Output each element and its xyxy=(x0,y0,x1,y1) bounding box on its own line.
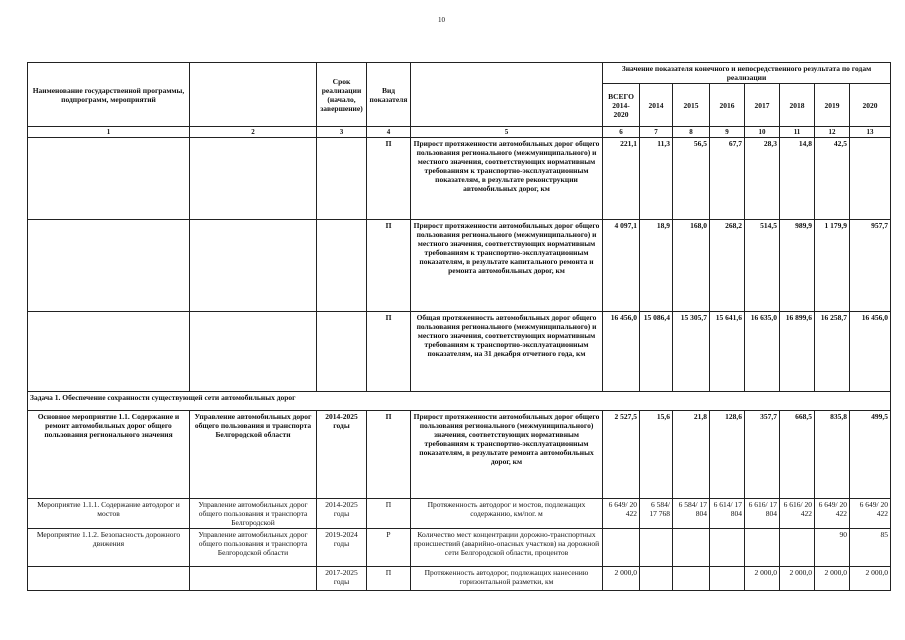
row-value: 835,8 xyxy=(815,411,850,499)
row-value: 357,7 xyxy=(745,411,780,499)
row-value: 67,7 xyxy=(710,138,745,220)
row-value: 15 641,6 xyxy=(710,312,745,392)
year-header: 2018 xyxy=(780,84,815,127)
row-value: 2 000,0 xyxy=(780,567,815,591)
row-value: 6 584/ 17 804 xyxy=(673,499,710,529)
row-term xyxy=(317,312,367,392)
row-term xyxy=(317,220,367,312)
row-indicator: Общая протяженность автомобильных дорог общего пользования регионального (межмуниципального) и местного значения, соответствующих нормативным требованиям к транспортно-эксплуатационным показателям, на 31 декабря отчетного года, км xyxy=(411,312,603,392)
year-header: 2016 xyxy=(710,84,745,127)
table-row xyxy=(28,312,891,392)
table-row xyxy=(28,499,891,529)
year-header: 2017 xyxy=(745,84,780,127)
row-value xyxy=(673,529,710,567)
row-name xyxy=(28,138,190,220)
row-value: 6 649/ 20 422 xyxy=(850,499,891,529)
row-value: 56,5 xyxy=(673,138,710,220)
header-values-group: Значение показателя конечного и непосредственного результата по годам реализации xyxy=(603,63,891,84)
row-executor xyxy=(190,138,317,220)
row-executor: Управление автомобильных дорог общего пользования и транспорта Белгородской области xyxy=(190,529,317,567)
row-type: Р xyxy=(367,529,411,567)
row-type: П xyxy=(367,138,411,220)
row-value: 1 179,9 xyxy=(815,220,850,312)
row-value xyxy=(710,567,745,591)
year-header: 2019 xyxy=(815,84,850,127)
row-indicator: Прирост протяженности автомобильных дорог общего пользования регионального (межмуниципального) и местного значения, соответствующих нормативным требованиям к транспортно-эксплуатационным показателям, в результате реконструкции автомобильных дорог, км xyxy=(411,138,603,220)
row-value: 15 305,7 xyxy=(673,312,710,392)
row-value xyxy=(780,529,815,567)
header-term: Срок реализации (начало, завершение) xyxy=(317,63,367,127)
column-number: 13 xyxy=(850,127,891,138)
row-value xyxy=(745,529,780,567)
header-type: Вид показателя xyxy=(367,63,411,127)
year-header: 2015 xyxy=(673,84,710,127)
column-number: 7 xyxy=(640,127,673,138)
row-value: 16 635,0 xyxy=(745,312,780,392)
row-value: 90 xyxy=(815,529,850,567)
row-name: Основное мероприятие 1.1. Содержание и ремонт автомобильных дорог общего пользования регионального значения xyxy=(28,411,190,499)
row-value: 2 000,0 xyxy=(745,567,780,591)
row-indicator: Прирост протяженности автомобильных дорог общего пользования регионального (межмуниципального) значения, соответствующих нормативным требованиям к транспортно-эксплуатационным показателям, в результате ремонта автомобильных дорог, км xyxy=(411,411,603,499)
row-value: 957,7 xyxy=(850,220,891,312)
row-name xyxy=(28,312,190,392)
column-number: 5 xyxy=(411,127,603,138)
row-term: 2014-2025 годы xyxy=(317,499,367,529)
row-term: 2019-2024 годы xyxy=(317,529,367,567)
column-number: 4 xyxy=(367,127,411,138)
table-row xyxy=(28,567,891,591)
row-value: 668,5 xyxy=(780,411,815,499)
row-value: 168,0 xyxy=(673,220,710,312)
task-row xyxy=(28,392,891,411)
table-row xyxy=(28,529,891,567)
row-value: 2 000,0 xyxy=(850,567,891,591)
row-value: 85 xyxy=(850,529,891,567)
row-value: 21,8 xyxy=(673,411,710,499)
row-name xyxy=(28,567,190,591)
column-number: 11 xyxy=(780,127,815,138)
row-value: 18,9 xyxy=(640,220,673,312)
row-value: 2 527,5 xyxy=(603,411,640,499)
row-term: 2017-2025 годы xyxy=(317,567,367,591)
column-number: 9 xyxy=(710,127,745,138)
row-executor xyxy=(190,567,317,591)
row-value xyxy=(673,567,710,591)
row-type: П xyxy=(367,567,411,591)
row-value: 128,6 xyxy=(710,411,745,499)
column-number: 12 xyxy=(815,127,850,138)
row-value: 6 649/ 20 422 xyxy=(815,499,850,529)
row-value xyxy=(640,567,673,591)
row-value: 2 000,0 xyxy=(603,567,640,591)
column-number: 10 xyxy=(745,127,780,138)
row-name xyxy=(28,220,190,312)
row-type: П xyxy=(367,312,411,392)
row-value xyxy=(850,138,891,220)
row-value: 6 614/ 17 804 xyxy=(710,499,745,529)
column-number: 8 xyxy=(673,127,710,138)
row-name: Мероприятие 1.1.1. Содержание автодорог и мостов xyxy=(28,499,190,529)
row-value xyxy=(710,529,745,567)
row-value xyxy=(640,529,673,567)
row-indicator: Протяженность автодорог, подлежащих нанесению горизонтальной разметки, км xyxy=(411,567,603,591)
indicators-table xyxy=(27,62,891,591)
row-value: 15 086,4 xyxy=(640,312,673,392)
column-number: 1 xyxy=(28,127,190,138)
row-value: 221,1 xyxy=(603,138,640,220)
column-number: 2 xyxy=(190,127,317,138)
row-executor: Управление автомобильных дорог общего пользования и транспорта Белгородской области xyxy=(190,411,317,499)
row-type: П xyxy=(367,411,411,499)
column-number: 6 xyxy=(603,127,640,138)
task-title: Задача 1. Обеспечение сохранности существующей сети автомобильных дорог xyxy=(28,392,891,411)
year-header: 2014 xyxy=(640,84,673,127)
row-value: 14,8 xyxy=(780,138,815,220)
row-value: 6 584/ 17 768 xyxy=(640,499,673,529)
row-value: 4 097,1 xyxy=(603,220,640,312)
row-value: 28,3 xyxy=(745,138,780,220)
row-term: 2014-2025 годы xyxy=(317,411,367,499)
row-value: 6 616/ 20 422 xyxy=(780,499,815,529)
row-value: 11,3 xyxy=(640,138,673,220)
row-value: 499,5 xyxy=(850,411,891,499)
column-number-row xyxy=(28,127,891,138)
row-value: 42,5 xyxy=(815,138,850,220)
table-row xyxy=(28,138,891,220)
header-indicator xyxy=(411,63,603,127)
row-type: П xyxy=(367,499,411,529)
row-type: П xyxy=(367,220,411,312)
row-value: 16 258,7 xyxy=(815,312,850,392)
table-row xyxy=(28,220,891,312)
row-executor: Управление автомобильных дорог общего пользования и транспорта Белгородской xyxy=(190,499,317,529)
row-indicator: Прирост протяженности автомобильных дорог общего пользования регионального (межмуниципального) и местного значения, соответствующих нормативным требованиям к транспортно-эксплуатационным показателям, в результате капитального ремонта и ремонта автомобильных дорог, км xyxy=(411,220,603,312)
row-indicator: Количество мест концентрации дорожно-транспортных происшествий (аварийно-опасных участков) на дорожной сети Белгородской области, процентов xyxy=(411,529,603,567)
row-indicator: Протяженность автодорог и мостов, подлежащих содержанию, км/пог. м xyxy=(411,499,603,529)
page-number: 10 xyxy=(438,16,445,24)
row-value: 989,9 xyxy=(780,220,815,312)
row-value: 16 456,0 xyxy=(850,312,891,392)
row-name: Мероприятие 1.1.2. Безопасность дорожного движения xyxy=(28,529,190,567)
year-header: 2020 xyxy=(850,84,891,127)
header-name: Наименование государственной программы, подпрограмм, мероприятий xyxy=(28,63,190,127)
row-value: 514,5 xyxy=(745,220,780,312)
column-number: 3 xyxy=(317,127,367,138)
row-executor xyxy=(190,312,317,392)
table-row xyxy=(28,411,891,499)
row-value: 6 649/ 20 422 xyxy=(603,499,640,529)
row-value: 16 899,6 xyxy=(780,312,815,392)
row-term xyxy=(317,138,367,220)
row-value: 6 616/ 17 804 xyxy=(745,499,780,529)
header-executor xyxy=(190,63,317,127)
row-value xyxy=(603,529,640,567)
row-value: 15,6 xyxy=(640,411,673,499)
row-value: 16 456,0 xyxy=(603,312,640,392)
row-value: 268,2 xyxy=(710,220,745,312)
year-header: ВСЕГО 2014-2020 xyxy=(603,84,640,127)
row-executor xyxy=(190,220,317,312)
row-value: 2 000,0 xyxy=(815,567,850,591)
